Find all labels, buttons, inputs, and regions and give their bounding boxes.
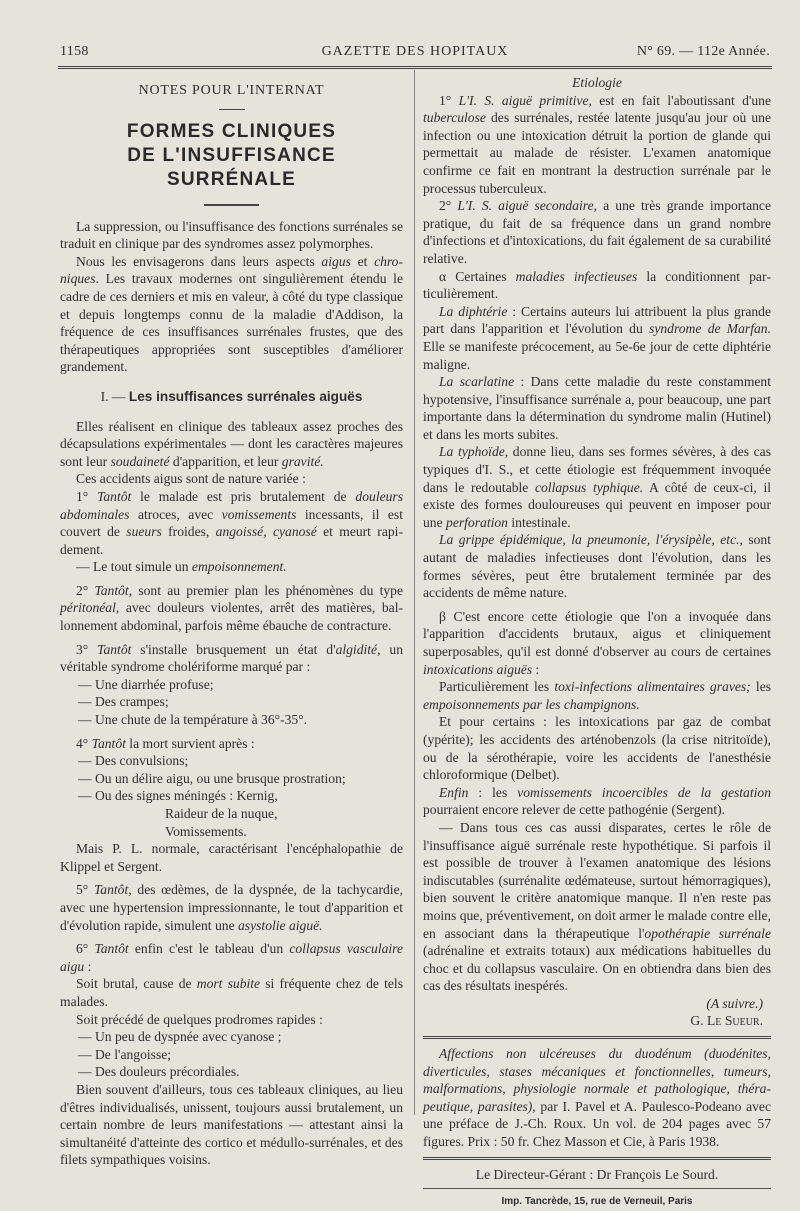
list-item: — De l'angoisse;	[78, 1046, 172, 1062]
list-item: — Une chute de la température à 36°-35°.	[78, 712, 308, 728]
list-item: — Des convulsions;	[78, 753, 189, 769]
gestation-paragraph: Enfin : les vomissements incoercibles de la gestation pourraient encore relever de cette pathogénie (Sergent).	[423, 784, 771, 818]
page-header	[60, 44, 770, 66]
intro-paragraph-1: La suppression, ou l'insuffisance des fonctions surrénales se traduit en clinique par des syndromes assez polymorphes.	[60, 218, 403, 252]
scarlatina-paragraph: La scarlatine : Dans cette maladie du reste constamment hypotensive, l'insuffisance surrénale a, pour beaucoup, une part importante dans la détermination du syndrome malin (Hutinel) et dans les morts subites.	[423, 374, 772, 442]
separator-rule	[423, 1036, 771, 1039]
closing-paragraph: Bien souvent d'ailleurs, tous ces tableaux cliniques, au lieu d'êtres individualisés, unissent, toujours aussi brutalement, un certain nombre de leurs manifestations — attestant ainsi la simultanéité d'atteinte des cortico et médullo-surrénales, et des filets sympathiques voisins.	[60, 1081, 403, 1168]
right-column	[423, 74, 771, 1211]
printer-imprint: Imp. Tancrède, 15, rue de Verneuil, Paris	[501, 1196, 693, 1208]
case-4-note: Mais P. L. normale, caractérisant l'encéphalopathie de Klippel et Sergent.	[60, 841, 403, 874]
page-number: 1158	[60, 44, 89, 59]
left-column	[60, 74, 403, 1169]
book-notice: Affections non ulcéreuses du duodénum (duodénites, diverticules, stases mécaniques et fonctionnelles, tumeurs, malformations, physiologie normale et pathologique, thérapeutique, parasites), par I. Pavel et A. Paulesco-Podeano avec une préface de J.-Ch. Roux. Un vol. de 204 pages avec 57 figures. Prix : 50 fr. Chez Masson et Cie, à Paris 1938.	[423, 1046, 771, 1150]
case-5: 5° Tantôt, des œdèmes, de la dyspnée, de la tachycardie, avec une hypertension impressionnante, le tout d'apparition et d'évolution rapide, simulent une asystolie aiguë.	[60, 882, 404, 933]
grippe-paragraph: La grippe épidémique, la pneumonie, l'érysipèle, etc., sont autant de maladies infectieuses dont l'évolution, dans les formes sévères, peut être brutalement terminée par des accidents de même nature.	[423, 532, 771, 601]
case-3: 3° Tantôt s'installe brusquement un état d'algidité, un véritable syndrome cholériforme marqué par :	[60, 641, 403, 675]
separator-rule	[423, 1157, 771, 1160]
to-be-continued: (A suivre.)	[706, 995, 763, 1011]
separator-rule	[423, 1188, 771, 1189]
list-item: — Ou un délire aigu, ou une brusque prostration;	[78, 770, 346, 786]
author-signature: G. Le Sueur.	[690, 1013, 763, 1029]
list-item: — Un peu de dyspnée avec cyanose ;	[78, 1029, 282, 1045]
etiology-2: 2° L'I. S. aiguë secondaire, a une très grande importance pratique, du fait de sa fréquence dans un grand nombre d'infections et d'intoxications, du fait également de sa curabilité relative.	[423, 198, 771, 266]
section-label: NOTES POUR L'INTERNAT	[138, 83, 325, 98]
case-1: 1° Tantôt le malade est pris brutalement de douleurs abdominales atroces, avec vomissements incessants, il est couvert de sueurs froides, angoissé, cyanosé et meurt rapidement.	[60, 488, 403, 557]
subheading-etiologie: Etiologie	[572, 75, 622, 90]
list-item: — Des douleurs précordiales.	[78, 1064, 240, 1080]
section-paragraph: Ces accidents aigus sont de nature variée :	[76, 471, 306, 487]
journal-title: GAZETTE DES HOPITAUX	[321, 44, 509, 59]
list-item: — Des crampes;	[78, 694, 169, 710]
issue-label: N° 69. — 112e Année.	[636, 44, 770, 59]
title-divider	[204, 204, 259, 206]
etiology-1: 1° L'I. S. aiguë primitive, est en fait l'aboutissant d'une tuberculose des surrénales, restée latente jusqu'au jour où une infection ou une intoxication détruit la portion de glande qui permettait au malade de résister. L'examen anatomique confirme ce fait en montrant la destruction surrénale par le processus tuberculeux.	[423, 92, 771, 196]
case-4: 4° Tantôt la mort survient après :	[76, 735, 255, 751]
gas-paragraph: Et pour certains : les intoxications par gaz de combat (ypérite); les accidents des arténobenzols (la crise nitritoïde), ou de la sérothérapie, voire les accidents de l'anesthésie chloroformique (Delbet).	[423, 714, 771, 783]
director-line: Le Directeur-Gérant : Dr François Le Sourd.	[475, 1166, 719, 1182]
article-title-line2: DE L'INSUFFISANCE SURRÉNALE	[127, 144, 336, 190]
section-heading: I. — Les insuffisances surrénales aiguës	[100, 388, 363, 404]
intro-paragraph-2: Nous les envisagerons dans leurs aspects aigus et chroniques. Les travaux modernes ont singulièrement étendu le cadre de ces derniers et mis en valeur, à côté du type classique et depuis longtemps connu de la maladie d'Addison, la fréquence de ces insuffisances surrénales frustes, que des thérapeutiques appropriées sont susceptibles d'améliorer grandement.	[60, 253, 404, 375]
case-6-detail: Soit précédé de quelques prodromes rapides :	[76, 1011, 323, 1027]
conclusion-paragraph: — Dans tous ces cas aussi disparates, certes le rôle de l'insuffisance aiguë surrénale reste hypothétique. Si parfois il est possible de trouver à l'examen anatomique des lésions indiscutables (surrénalite œdémateuse, surtout hémorragiques), bien souvent le critère anatomique manque. Il n'en reste pas moins que, préventivement, on doit armer le malade contre elle, en associant dans la thérapeutique l'opothérapie surrénale (adrénaline et extraits totaux) aux médications habituelles du choc et du collapsus vasculaire. On en obtiendra dans bien des cas des résultats inespérés.	[423, 819, 771, 994]
section-paragraph: Elles réalisent en clinique des tableaux assez proches des décapsulations expérimentales — dont les caractères majeures sont leur soudaineté d'apparition, et leur gravité.	[60, 418, 403, 469]
diphtheria-paragraph: La diphtérie : Certains auteurs lui attribuent la plus grande part dans l'apparition et l'évolution du syndrome de Marfan. Elle se manifeste précocement, au 5e-6e jour de cette diphtérie maligne.	[423, 303, 772, 372]
header-rule	[58, 66, 772, 69]
case-6: 6° Tantôt enfin c'est le tableau d'un collapsus vasculaire aigu :	[60, 941, 403, 974]
case-6-detail: Soit brutal, cause de mort subite si fréquente chez de tels malades.	[60, 976, 403, 1009]
beta-paragraph: β C'est encore cette étiologie que l'on a invoquée dans l'apparition d'accidents brutaux, aigus et cliniquement superposables, qu'il est donné d'observer au cours de certaines intoxications aiguës :	[423, 608, 771, 677]
list-item: — Ou des signes méningés : Kernig,	[78, 788, 278, 804]
typhoid-paragraph: La typhoïde, donne lieu, dans ses formes sévères, à des cas typiques d'I. S., et cette étiologie est fréquemment invoquée dans le redoutable collapsus typhique. A côté de ceux-ci, il existe des formes douloureuses qui peuvent en imposer pour une perforation intestinale.	[423, 444, 771, 530]
list-item: Raideur de la nuque,	[165, 806, 278, 821]
case-1-summary: — Le tout simule un empoisonnement.	[76, 559, 287, 575]
toxi-paragraph: Particulièrement les toxi-infections alimentaires graves; les empoisonnements par les champignons.	[423, 679, 772, 712]
list-item: — Une diarrhée profuse;	[78, 676, 214, 692]
list-item: Vomissements.	[165, 823, 247, 839]
article-title-line1: FORMES CLINIQUES	[126, 120, 337, 142]
case-2: 2° Tantôt, sont au premier plan les phénomènes du type péritonéal, avec douleurs violentes, arrêt des matières, ballonnement abdominal, parfois même ébauche de contracture.	[60, 582, 403, 634]
column-divider	[414, 70, 415, 1115]
alpha-paragraph: α Certaines maladies infectieuses la conditionnent particulièrement.	[423, 268, 771, 302]
